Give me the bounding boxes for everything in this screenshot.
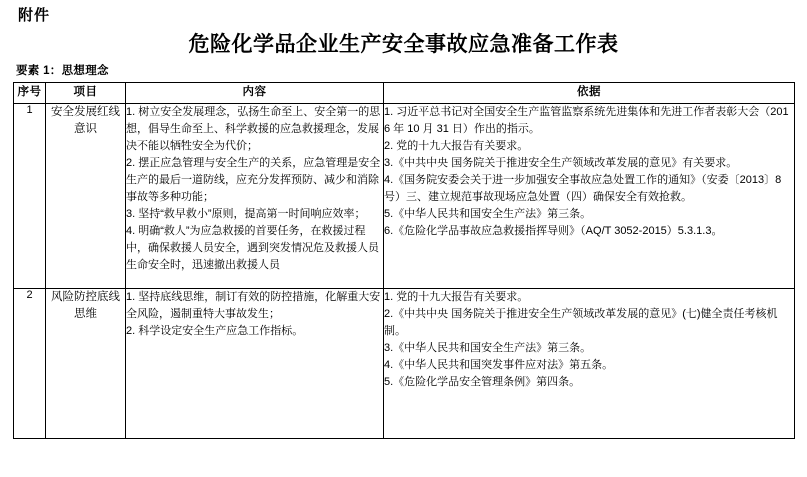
content-paragraph: 3. 坚持“救早救小”原则，提高第一时间响应效率； (126, 208, 366, 221)
basis-paragraph: 3.《中共中央 国务院关于推进安全生产领域改革发展的意见》有关要求。 (384, 157, 738, 170)
basis-paragraph: 1. 党的十九大报告有关要求。 (384, 291, 529, 303)
basis-paragraph: 4.《中华人民共和国突发事件应对法》第五条。 (384, 359, 614, 372)
basis-paragraph: 5.《中华人民共和国安全生产法》第三条。 (384, 208, 592, 221)
column-header-content: 内容 (126, 83, 384, 104)
row-item-name (46, 289, 126, 439)
basis-paragraph: 3.《中华人民共和国安全生产法》第三条。 (384, 342, 592, 355)
row-basis (384, 289, 795, 439)
basis-paragraph: 1. 习近平总书记对全国安全生产监管监察系统先进集体和先进工作者表彰大会（2016 年 10 月 31 日）作出的指示。 (384, 106, 789, 136)
row-item-line-1: 安全发展红线意识 (51, 106, 120, 136)
column-header-no: 序号 (14, 83, 46, 104)
page-title: 危险化学品企业生产安全事故应急准备工作表 (188, 33, 619, 56)
row-content (126, 104, 384, 289)
content-paragraph: 2. 摆正应急管理与安全生产的关系，应急管理是安全生产的最后一道防线，应充分发挥预防、减少和消除事故等多种功能； (126, 157, 381, 204)
row-item-line-1: 风险防控底线思维 (51, 291, 120, 321)
row-basis (384, 104, 795, 289)
row-item-name (46, 104, 126, 289)
table-header-row (14, 83, 795, 104)
element-section-label: 要素 1：思想理念 (16, 65, 109, 77)
row-content (126, 289, 384, 439)
basis-paragraph: 2.《中共中央 国务院关于推进安全生产领域改革发展的意见》(七)健全责任考核机制。 (384, 308, 778, 338)
basis-paragraph: 6.《危险化学品事故应急救援指挥导则》（AQ/T 3052-2015）5.3.1.3。 (384, 225, 723, 238)
table-row (14, 104, 795, 289)
content-paragraph: 4. 明确“救人”为应急救援的首要任务，在救援过程中，确保救援人员安全，遇到突发情况危及救援人员生命安全时，迅速撤出救援人员 (126, 225, 379, 272)
column-header-item: 项目 (46, 83, 126, 104)
column-header-basis: 依据 (384, 83, 795, 104)
table-row (14, 289, 795, 439)
content-paragraph: 1. 坚持底线思维，制订有效的防控措施，化解重大安全风险，遏制重特大事故发生； (126, 291, 381, 321)
basis-paragraph: 2. 党的十九大报告有关要求。 (384, 140, 529, 153)
basis-paragraph: 4.《国务院安委会关于进一步加强安全事故应急处置工作的通知》（安委〔2013〕8 号）三、建立规范事故现场应急处置（四）确保安全有效抢救。 (384, 174, 782, 204)
row-number: 2 (14, 289, 46, 439)
row-number: 1 (14, 104, 46, 289)
work-table (13, 82, 795, 439)
content-paragraph: 2. 科学设定安全生产应急工作指标。 (126, 325, 304, 338)
content-paragraph: 1. 树立安全发展理念，弘扬生命至上、安全第一的思想，倡导生命至上、科学救援的应急救援理念，发展决不能以牺牲安全为代价； (126, 106, 381, 153)
basis-paragraph: 5.《危险化学品安全管理条例》第四条。 (384, 376, 581, 389)
attachment-label: 附件 (18, 7, 51, 24)
